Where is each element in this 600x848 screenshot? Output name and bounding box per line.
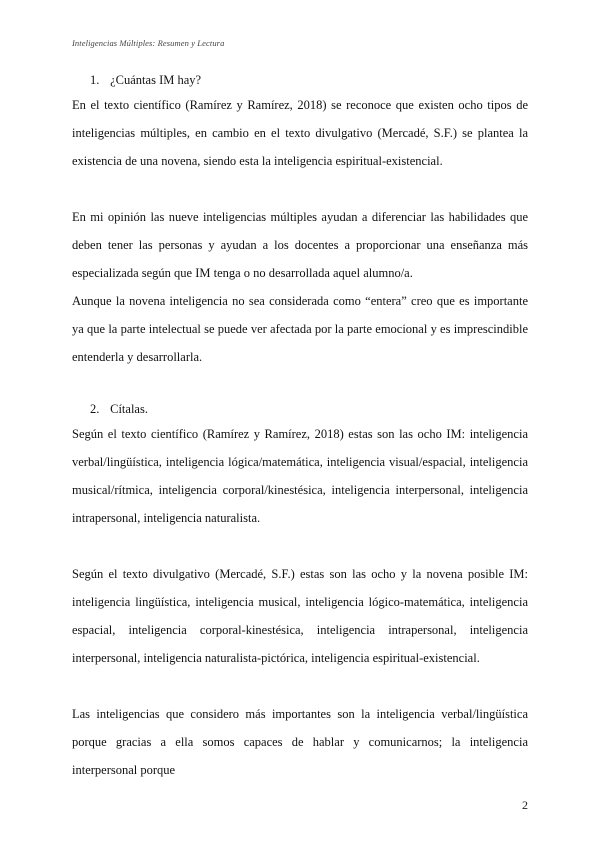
section-number: 2. bbox=[90, 402, 100, 416]
paragraph: Aunque la novena inteligencia no sea considerada como “entera” creo que es importante ya que la parte intelectual se puede ver afectada por la parte emocional y es imprescindible entenderla y desarrollarla. bbox=[72, 294, 528, 364]
paragraph: En el texto científico (Ramírez y Ramírez, 2018) se reconoce que existen ocho tipos de inteligencias múltiples, en cambio en el texto divulgativo (Mercadé, S.F.) se plantea la existencia de una novena, siendo esta la inteligencia espiritual-existencial. bbox=[72, 98, 528, 168]
paragraph: En mi opinión las nueve inteligencias múltiples ayudan a diferenciar las habilidades que deben tener las personas y ayudan a los docentes a proporcionar una enseñanza más especializada según que IM tenga o no desarrollada aquel alumno/a. bbox=[72, 210, 528, 280]
section-title: Cítalas. bbox=[110, 402, 148, 416]
page-number: 2 bbox=[522, 798, 528, 812]
paragraph: Las inteligencias que considero más importantes son la inteligencia verbal/lingüística porque gracias a ella somos capaces de hablar y comunicarnos; la inteligencia interpersonal porque bbox=[72, 707, 528, 777]
section-heading-2 bbox=[72, 399, 528, 420]
paragraph: Según el texto científico (Ramírez y Ramírez, 2018) estas son las ocho IM: inteligencia verbal/lingüística, inteligencia lógica/matemática, inteligencia visual/espacial, inteligencia musical/rítmica, inteligencia corporal/kinestésica, inteligencia interpersonal, inteligencia intrapersonal, inteligencia naturalista. bbox=[72, 427, 528, 525]
section-heading-1 bbox=[72, 70, 528, 91]
running-header: Inteligencias Múltiples: Resumen y Lectura bbox=[72, 38, 225, 48]
section-title: ¿Cuántas IM hay? bbox=[110, 73, 202, 87]
paragraph: Según el texto divulgativo (Mercadé, S.F.) estas son las ocho y la novena posible IM: inteligencia lingüística, inteligencia musical, inteligencia lógico-matemática, inteligencia espacial, inteligencia corporal-kinestésica, inteligencia intrapersonal, inteligencia interpersonal, inteligencia naturalista-pictórica, inteligencia espiritual-existencial. bbox=[72, 567, 528, 665]
section-number: 1. bbox=[90, 73, 100, 87]
document-body bbox=[72, 70, 528, 784]
